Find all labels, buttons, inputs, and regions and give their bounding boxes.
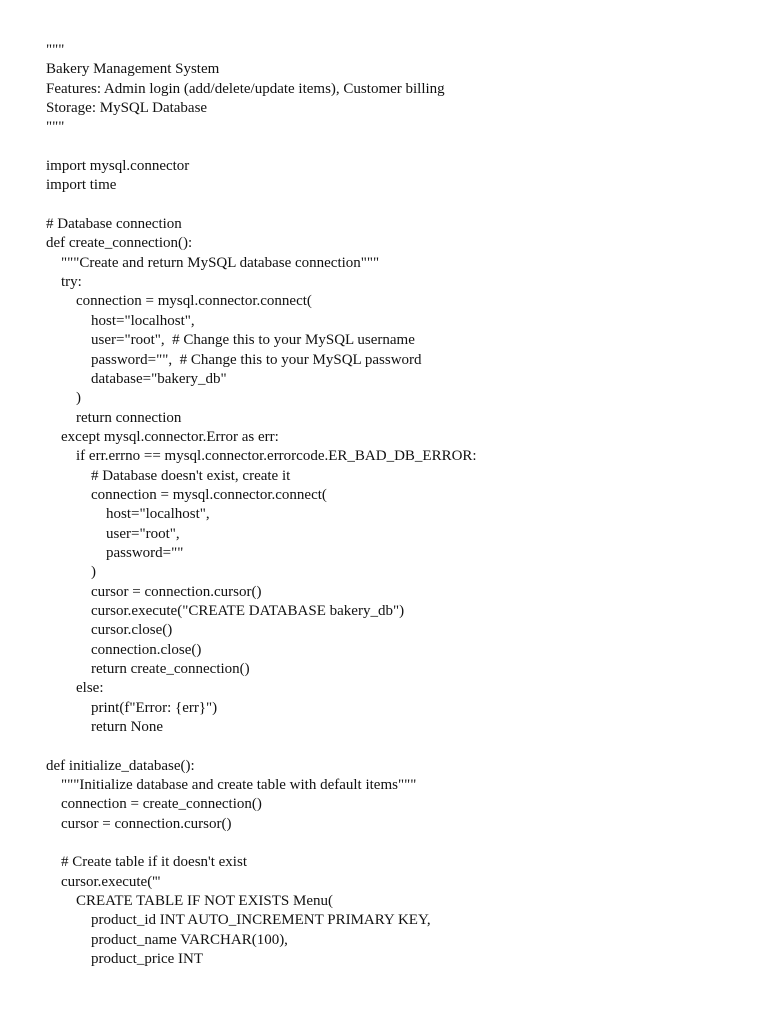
code-line: Features: Admin login (add/delete/update items), Customer billing	[46, 80, 445, 97]
code-line: cursor = connection.cursor()	[46, 583, 262, 600]
code-line: user="root",	[46, 525, 180, 542]
code-line: # Create table if it doesn't exist	[46, 854, 247, 871]
code-line: product_id INT AUTO_INCREMENT PRIMARY KEY,	[46, 912, 431, 929]
code-line: )	[46, 564, 96, 581]
code-line: """	[46, 119, 65, 136]
code-listing	[46, 41, 746, 970]
code-line: # Database doesn't exist, create it	[46, 467, 291, 484]
blank-line	[46, 737, 746, 756]
code-line: connection = mysql.connector.connect(	[46, 293, 312, 310]
code-line: product_name VARCHAR(100),	[46, 931, 288, 948]
code-line: def initialize_database():	[46, 757, 195, 774]
code-line: connection = create_connection()	[46, 796, 262, 813]
code-line: import time	[46, 177, 117, 194]
code-line: CREATE TABLE IF NOT EXISTS Menu(	[46, 893, 333, 910]
code-line: if err.errno == mysql.connector.errorcode.ER_BAD_DB_ERROR:	[46, 448, 477, 465]
code-line: return connection	[46, 409, 182, 426]
code-line: Storage: MySQL Database	[46, 100, 208, 117]
code-line: connection.close()	[46, 641, 202, 658]
code-line: )	[46, 390, 81, 407]
code-line: user="root", # Change this to your MySQL username	[46, 332, 415, 349]
blank-line	[46, 196, 746, 215]
code-line: import mysql.connector	[46, 158, 190, 175]
code-line: password="", # Change this to your MySQL password	[46, 351, 422, 368]
code-line: cursor.execute("CREATE DATABASE bakery_db")	[46, 602, 405, 619]
code-line: Bakery Management System	[46, 61, 220, 78]
code-line: database="bakery_db"	[46, 370, 227, 387]
code-line: """Initialize database and create table with default items"""	[46, 777, 417, 794]
code-line: return None	[46, 719, 164, 736]
code-line: """	[46, 42, 65, 58]
code-line: except mysql.connector.Error as err:	[46, 428, 279, 445]
code-line: else:	[46, 680, 104, 697]
blank-line	[46, 138, 746, 157]
code-line: host="localhost",	[46, 506, 210, 523]
code-line: cursor = connection.cursor()	[46, 815, 232, 832]
code-line: print(f"Error: {err}")	[46, 699, 218, 716]
code-line: def create_connection():	[46, 235, 193, 252]
code-line: # Database connection	[46, 216, 182, 233]
code-line: try:	[46, 274, 82, 291]
blank-line	[46, 834, 746, 853]
code-line: password=""	[46, 544, 184, 561]
code-line: product_price INT	[46, 951, 204, 968]
code-line: cursor.execute('''	[46, 873, 161, 890]
code-line: return create_connection()	[46, 661, 250, 677]
code-line: cursor.close()	[46, 622, 173, 639]
code-line: """Create and return MySQL database connection"""	[46, 254, 380, 271]
code-line: host="localhost",	[46, 312, 195, 329]
code-line: connection = mysql.connector.connect(	[46, 486, 327, 503]
